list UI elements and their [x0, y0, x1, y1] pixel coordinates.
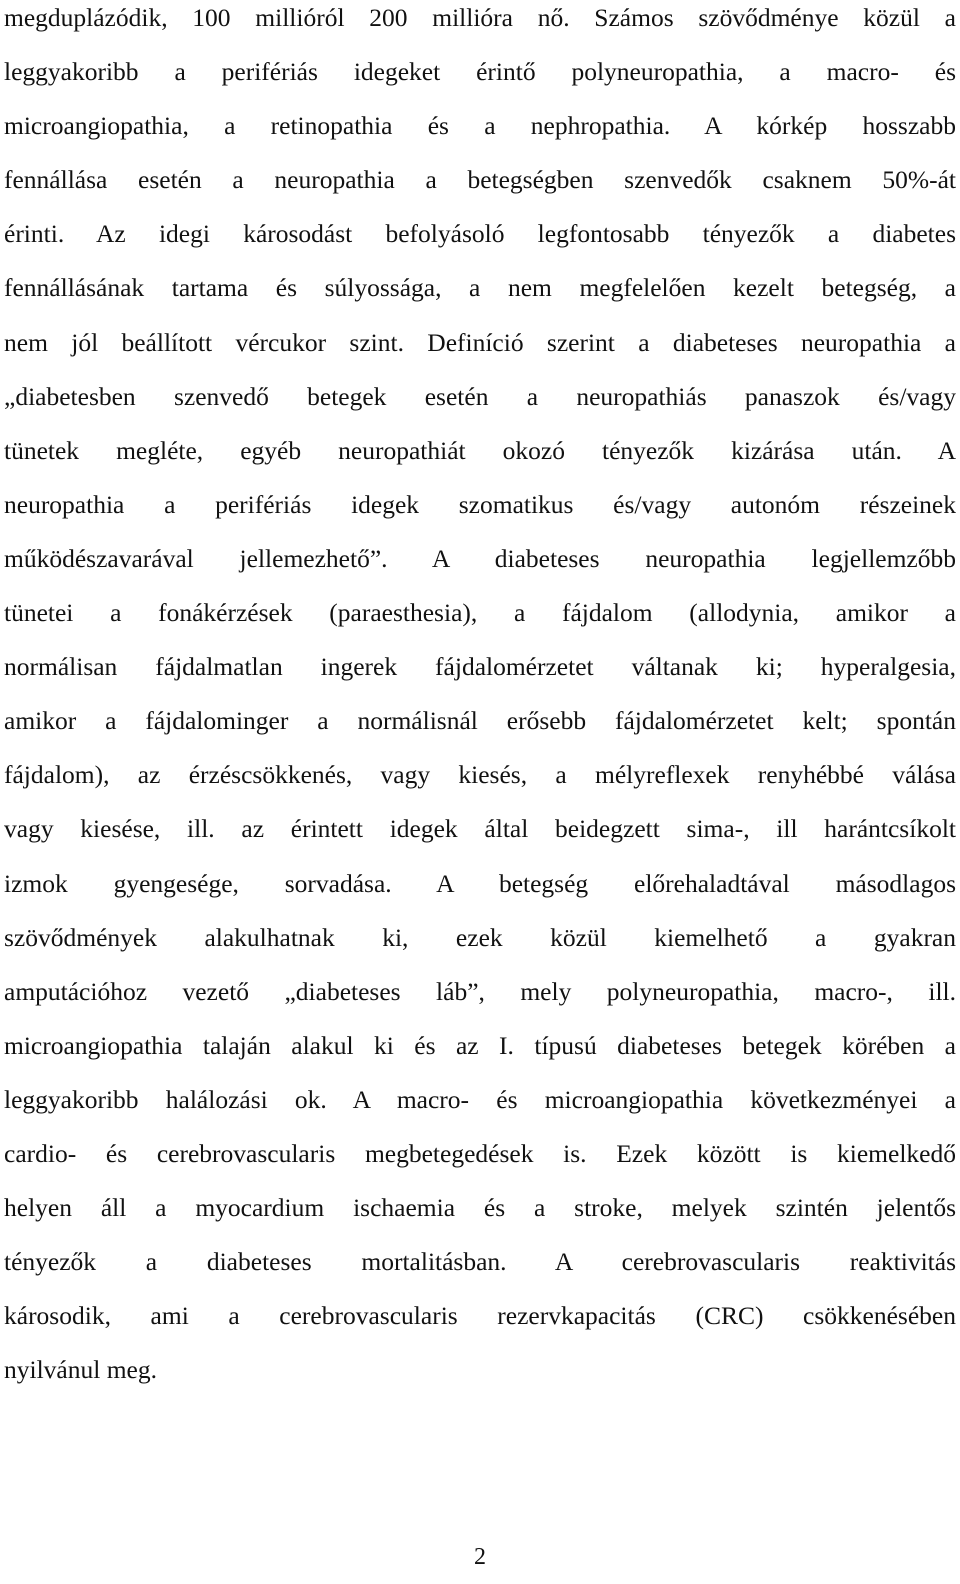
- text-line: cardio- és cerebrovascularis megbetegedések is. Ezek között is kiemelkedő: [4, 1138, 956, 1168]
- text-line: fennállása esetén a neuropathia a betegségben szenvedők csaknem 50%-át: [4, 165, 956, 195]
- page-number: 2: [474, 1544, 486, 1570]
- text-line: vagy kiesése, ill. az érintett idegek által beidegzett sima-, ill harántcsíkolt: [4, 814, 956, 844]
- text-line: helyen áll a myocardium ischaemia és a stroke, melyek szintén jelentős: [4, 1193, 956, 1223]
- text-line: nem jól beállított vércukor szint. Definíció szerint a diabeteses neuropathia a: [4, 327, 956, 357]
- text-line: nyilvánul meg.: [4, 1355, 157, 1385]
- text-line: tünetei a fonákérzések (paraesthesia), a fájdalom (allodynia, amikor a: [4, 598, 956, 628]
- text-line: fájdalom), az érzéscsökkenés, vagy kiesés, a mélyreflexek renyhébbé válása: [4, 760, 956, 790]
- text-line: izmok gyengesége, sorvadása. A betegség előrehaladtával másodlagos: [4, 868, 956, 898]
- text-line: érinti. Az idegi károsodást befolyásoló legfontosabb tényezők a diabetes: [4, 219, 956, 249]
- text-line: amikor a fájdalominger a normálisnál erősebb fájdalomérzetet kelt; spontán: [4, 706, 956, 736]
- text-line: normálisan fájdalmatlan ingerek fájdalomérzetet váltanak ki; hyperalgesia,: [4, 652, 956, 682]
- text-line: tényezők a diabeteses mortalitásban. A cerebrovascularis reaktivitás: [4, 1247, 956, 1277]
- text-line: fennállásának tartama és súlyossága, a nem megfelelően kezelt betegség, a: [4, 273, 956, 303]
- body-paragraph: [4, 0, 956, 1406]
- text-line: microangiopathia talaján alakul ki és az I. típusú diabeteses betegek körében a: [4, 1030, 956, 1060]
- text-line: neuropathia a perifériás idegek szomatikus és/vagy autonóm részeinek: [4, 489, 956, 519]
- text-line: „diabetesben szenvedő betegek esetén a neuropathiás panaszok és/vagy: [4, 381, 956, 411]
- text-line: tünetek megléte, egyéb neuropathiát okozó tényezők kizárása után. A: [4, 435, 956, 465]
- text-line: szövődmények alakulhatnak ki, ezek közül kiemelhető a gyakran: [4, 922, 956, 952]
- text-line: megduplázódik, 100 millióról 200 millióra nő. Számos szövődménye közül a: [4, 3, 956, 32]
- text-line: amputációhoz vezető „diabeteses láb”, mely polyneuropathia, macro-, ill.: [4, 976, 956, 1006]
- text-line: működészavarával jellemezhető”. A diabeteses neuropathia legjellemzőbb: [4, 543, 956, 573]
- text-line: leggyakoribb halálozási ok. A macro- és microangiopathia következményei a: [4, 1084, 956, 1114]
- text-line: microangiopathia, a retinopathia és a nephropathia. A kórkép hosszabb: [4, 111, 956, 141]
- text-line: leggyakoribb a perifériás idegeket érintő polyneuropathia, a macro- és: [4, 57, 956, 87]
- text-line: károsodik, ami a cerebrovascularis rezervkapacitás (CRC) csökkenésében: [4, 1301, 956, 1331]
